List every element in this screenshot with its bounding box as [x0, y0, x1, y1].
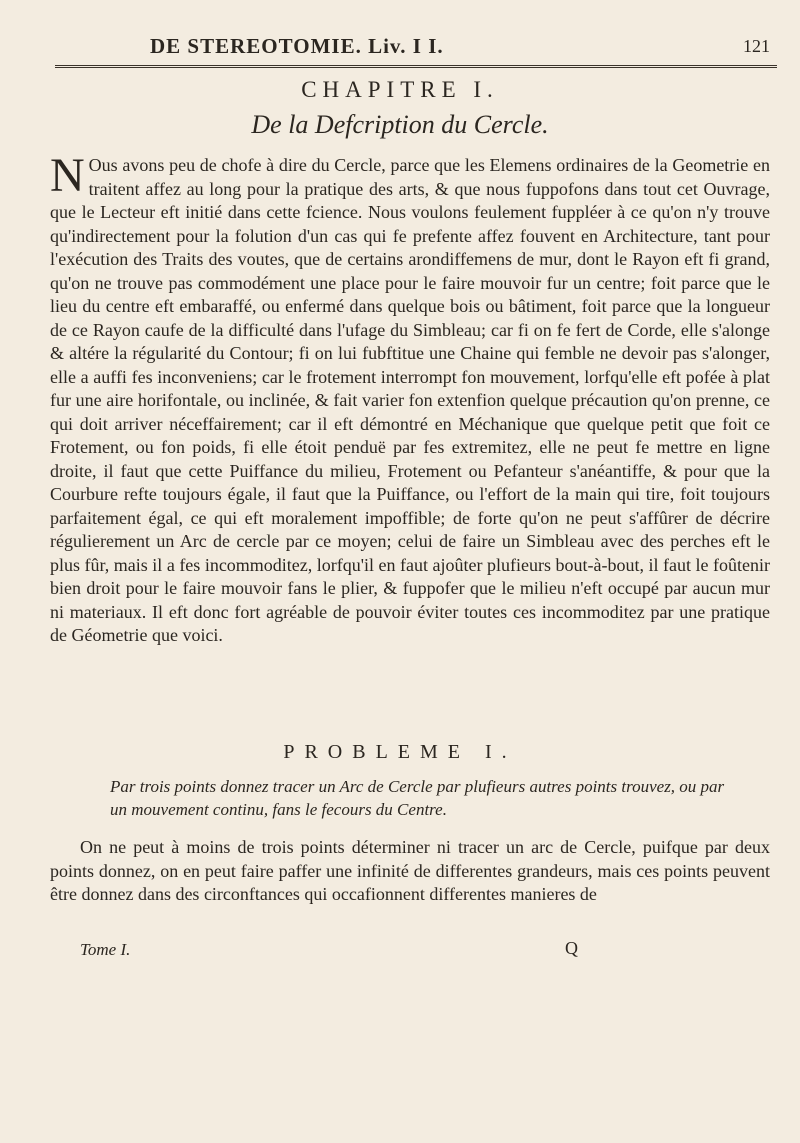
- signature-mark: Q: [565, 938, 578, 958]
- intro-paragraph: [50, 149, 770, 648]
- problem-heading: PROBLEME I.: [283, 741, 517, 763]
- problem-statement: Par trois points donnez tracer un Arc de Cercle par plufieurs autres points trouvez, ou par un mouvement continu, fans le fecours du Centre.: [110, 777, 725, 819]
- page-number: 121: [743, 36, 770, 56]
- problem-paragraph: On ne peut à moins de trois points déterminer ni tracer un arc de Cercle, puifque par deux points donnez, on en peut faire paffer une infinité de differentes grandeurs, mais ces points peuvent être donnez dans des circonftances qui occafionnent differentes manieres de: [50, 837, 770, 904]
- tome-label: Tome I.: [80, 940, 131, 959]
- intro-text: Ous avons peu de chofe à dire du Cercle, parce que les Elemens ordinaires de la Geometrie en traitent affez au long pour la pratique des arts, & que nous fuppofons dans tout cet Ouvrage, que le Lecteur eft initié dans cette fcience. Nous voulons feulement fuppléer à ce qu'on n'y trouve qu'indirectement pour la folution d'un cas qui fe prefente affez fouvent en Architecture, tant pour l'exécution des Traits des voutes, que de certains arondiffemens de mur, dont le Rayon eft fi grand, qu'on ne trouve pas commodément une place pour le faire mouvoir fur un centre; foit parce que le lieu du centre eft embaraffé, ou enfermé dans quelque bois ou bâtiment, foit parce que la longueur de ce Rayon caufe de la difficulté dans l'ufage du Simbleau; car fi on fe fert de Corde, elle s'alonge & altére la régularité du Contour; fi on lui fubftitue une Chaine qui femble ne devoir pas s'alonger, elle a auffi fes inconveniens; car le frotement interrompt fon mouvement, lorfqu'elle eft pofée à plat fur une aire horifontale, ou inclinée, & fait varier fon extenfion quelque précaution qu'on prenne, ce qui doit arriver néceffairement; car il eft démontré en Méchanique que quelque petit que foit ce Frotement, ou fon poids, fi elle étoit penduë par fes extremitez, elle ne peut fe mettre en ligne droite, il faut que cette Puiffance du milieu, Frotement ou Pefanteur s'anéantiffe, & pour que la Courbure refte toujours égale, il faut que la Puiffance, ou l'effort de la main qui tire, foit toujours parfaitement égal, ce qui eft moralement impoffible; de forte qu'on ne peut s'affûrer de décrire régulierement un Arc de cercle par ce moyen; celui de faire un Simbleau avec des perches eft le plus fûr, mais il a fes incommoditez, lorfqu'il en faut ajoûter plufieurs bout-à-bout, il faut le foûtenir bien droit pour le faire mouvoir fans le plier, & fuppofer que le milieu n'eft occupé par aucun mur ni materiaux. Il eft donc fort agréable de pouvoir éviter toutes ces incommoditez par une pratique de Géometrie que voici.: [50, 155, 770, 645]
- header-rule: [55, 65, 777, 68]
- running-title: DE STEREOTOMIE. Liv. I I.: [150, 34, 444, 58]
- chapter-label: CHAPITRE I.: [301, 77, 499, 102]
- drop-cap: N: [50, 149, 85, 202]
- chapter-title: De la Defcription du Cercle.: [251, 110, 549, 139]
